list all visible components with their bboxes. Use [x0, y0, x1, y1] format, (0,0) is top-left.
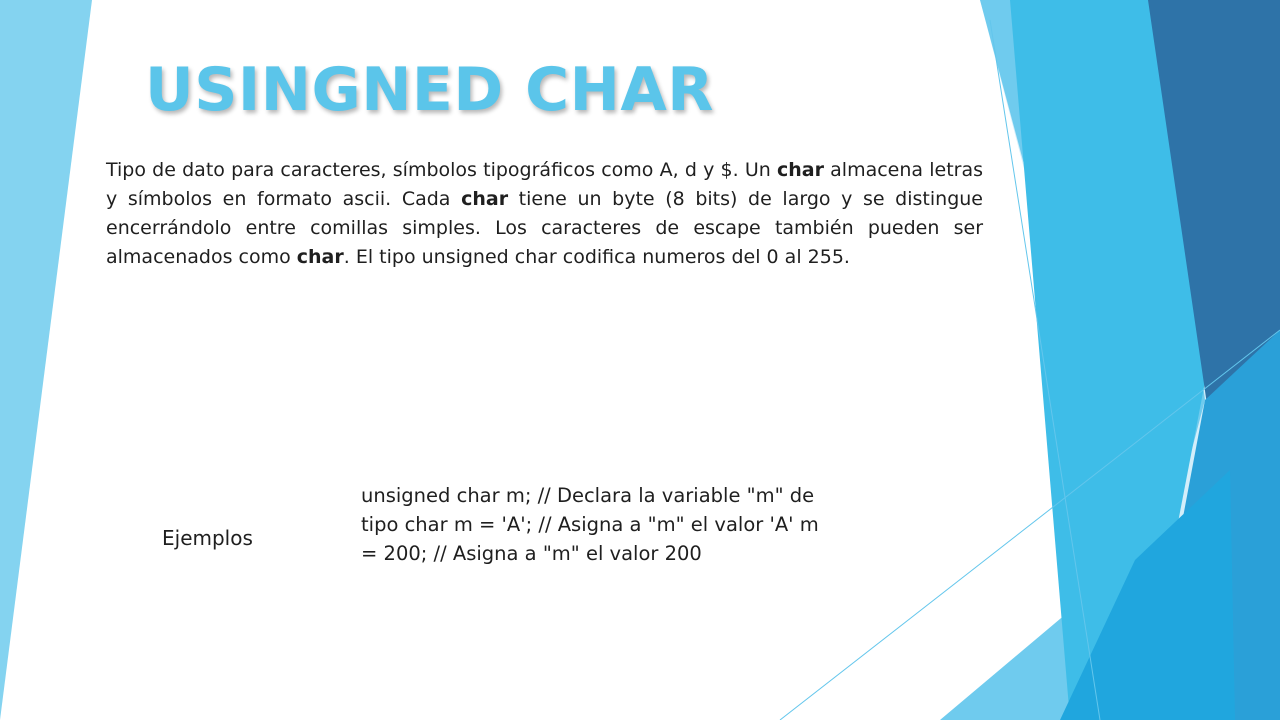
description-keyword-char-3: char [296, 246, 344, 268]
description-text-4: . El tipo unsigned char codifica numeros del 0 al 255. [343, 246, 850, 268]
example-code: unsigned char m; // Declara la variable "m" de tipo char m = 'A'; // Asigna a "m" el valor 'A' m = 200; // Asigna a "m" el valor 200 [361, 484, 819, 565]
slide-title: USINGNED CHAR [145, 55, 714, 125]
description-keyword-char-1: char [776, 159, 824, 181]
description-text-1: Tipo de dato para caracteres, símbolos tipográficos como A, d y $. Un [106, 159, 777, 181]
description-paragraph [106, 156, 983, 272]
description-text-2: almacena letras y símbolos en formato ascii. Cada [106, 159, 983, 210]
left-edge-triangle [0, 0, 92, 720]
examples-label: Ejemplos [162, 526, 253, 550]
description-keyword-char-2: char [461, 188, 509, 210]
description-text-3: tiene un byte (8 bits) de largo y se distingue encerrándolo entre comillas simples. Los caracteres de escape también pueden ser almacenados como [106, 188, 983, 268]
